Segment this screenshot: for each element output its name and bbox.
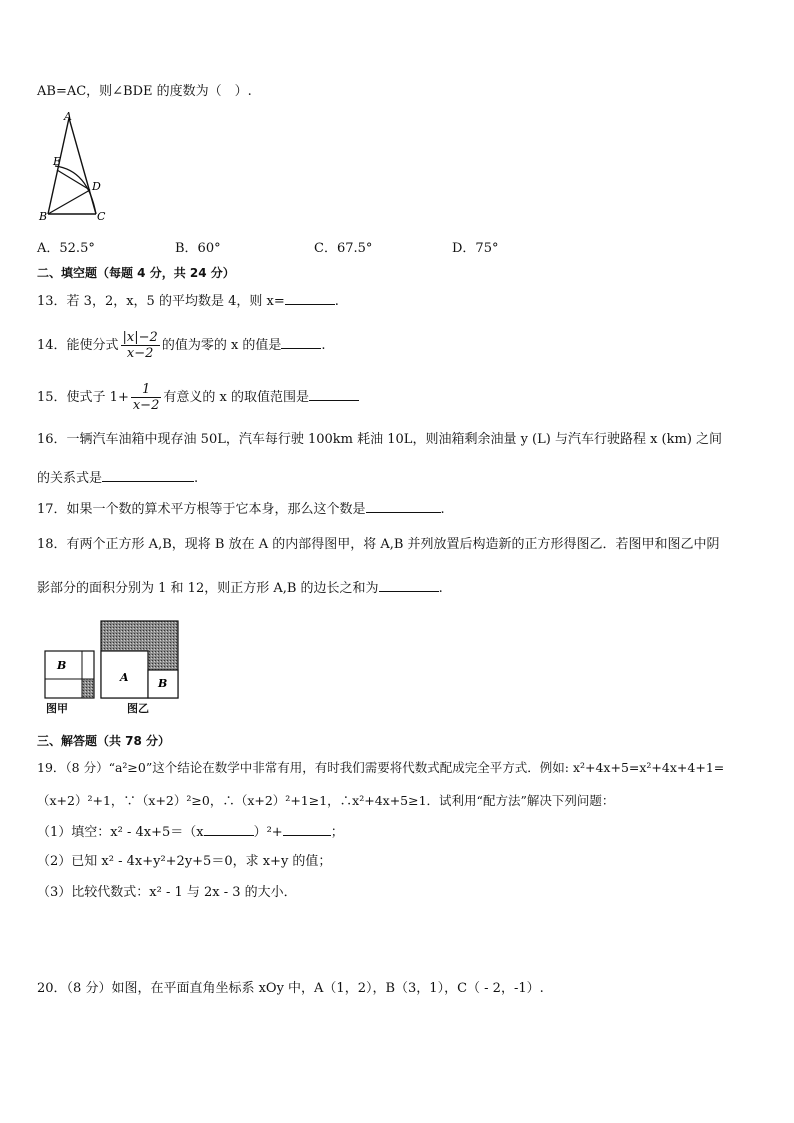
q15-denominator: x−2 — [132, 398, 160, 413]
q15-pre: 15．使式子 1+ — [37, 390, 129, 405]
fig-label-d: D — [92, 180, 101, 193]
q19-sub3: （3）比较代数式：x² - 1 与 2x - 3 的大小． — [37, 885, 297, 900]
q14-post: 的值为零的 x 的值是 — [161, 338, 282, 353]
q17 — [37, 499, 445, 519]
q18-line2-text: 影部分的面积分别为 1 和 12，则正方形 A,B 的边长之和为 — [37, 581, 379, 596]
q15 — [37, 378, 359, 418]
fig-label-c: C — [97, 210, 106, 223]
q19-sub1-end: ； — [330, 825, 344, 840]
q19-line1: 19．（8 分）“a²≥0”这个结论在数学中非常有用，有时我们需要将代数式配成完全平方式．例如: x²+4x+5=x²+4x+4+1= — [37, 760, 725, 775]
q13-text: 13．若 3，2，x，5 的平均数是 4，则 x= — [37, 294, 285, 309]
q18-end: . — [438, 581, 443, 596]
q16-end: . — [194, 471, 199, 486]
section-3-title: 三、解答题（共 78 分） — [37, 734, 171, 748]
q15-post: 有意义的 x 的取值范围是 — [163, 390, 309, 405]
q19-sub2: （2）已知 x² - 4x+y²+2y+5＝0，求 x+y 的值； — [37, 854, 332, 869]
option-a: A．52.5° — [37, 241, 95, 256]
q16-blank — [102, 468, 194, 482]
q16-line2 — [37, 468, 198, 488]
q14-end: . — [321, 338, 326, 353]
q15-fraction — [131, 382, 162, 413]
q18-line2 — [37, 578, 443, 598]
q12-stem-tail: AB=AC，则∠BDE 的度数为（ ）. — [37, 84, 252, 99]
figure-jia — [45, 651, 94, 698]
q14 — [37, 326, 326, 366]
q15-blank — [309, 387, 359, 401]
fig-jia-label-b: B — [57, 659, 67, 672]
q19-line2: （x+2）²+1，∵（x+2）²≥0，∴（x+2）²+1≥1，∴x²+4x+5≥1．试利用“配方法”解决下列问题： — [37, 793, 615, 808]
figure-yi — [101, 621, 178, 698]
q17-end: . — [440, 502, 445, 517]
q17-blank — [366, 499, 441, 513]
q18-blank — [379, 578, 439, 592]
option-d: D．75° — [452, 241, 499, 256]
q14-fraction — [121, 330, 160, 361]
fig-yi-label-a: A — [120, 671, 129, 684]
q19-sub1 — [37, 822, 344, 842]
option-c: C．67.5° — [314, 241, 373, 256]
section-2-title: 二、填空题（每题 4 分，共 24 分） — [37, 266, 235, 280]
fig-yi-label-b: B — [158, 677, 168, 690]
option-b: B．60° — [175, 241, 221, 256]
fig-label-e: E — [53, 155, 62, 168]
q19-sub1-mid: ）²+ — [253, 825, 283, 840]
q19-sub1-blank-1 — [204, 822, 254, 836]
q16-line2-text: 的关系式是 — [37, 471, 103, 486]
fig-yi-caption: 图乙 — [127, 702, 149, 715]
q15-numerator: 1 — [131, 382, 162, 398]
q14-numerator: |x|−2 — [122, 330, 158, 345]
q14-blank — [281, 335, 321, 349]
q16-line1: 16．一辆汽车油箱中现存油 50L，汽车每行驶 100km 耗油 10L，则油箱剩余油量 y (L) 与汽车行驶路程 x (km) 之间 — [37, 432, 723, 447]
q14-pre: 14．能使分式 — [37, 338, 119, 353]
fig-label-a: A — [64, 110, 72, 123]
q13-end: . — [334, 294, 339, 309]
q14-denominator: x−2 — [126, 346, 154, 361]
q19-sub1-pre: （1）填空：x² - 4x+5＝（x — [37, 825, 204, 840]
q12-triangle-figure — [36, 110, 116, 225]
fig-label-b: B — [39, 210, 48, 223]
q19-sub1-blank-2 — [283, 822, 331, 836]
q20: 20．（8 分）如图，在平面直角坐标系 xOy 中，A（1，2），B（3，1），C（ - 2，-1）. — [37, 981, 544, 996]
fig-jia-caption: 图甲 — [46, 702, 68, 715]
q13 — [37, 291, 339, 311]
q13-blank — [285, 291, 335, 305]
q18-line1: 18．有两个正方形 A,B，现将 B 放在 A 的内部得图甲，将 A,B 并列放置后构造新的正方形得图乙．若图甲和图乙中阴 — [37, 537, 720, 552]
q17-text: 17．如果一个数的算术平方根等于它本身，那么这个数是 — [37, 502, 366, 517]
